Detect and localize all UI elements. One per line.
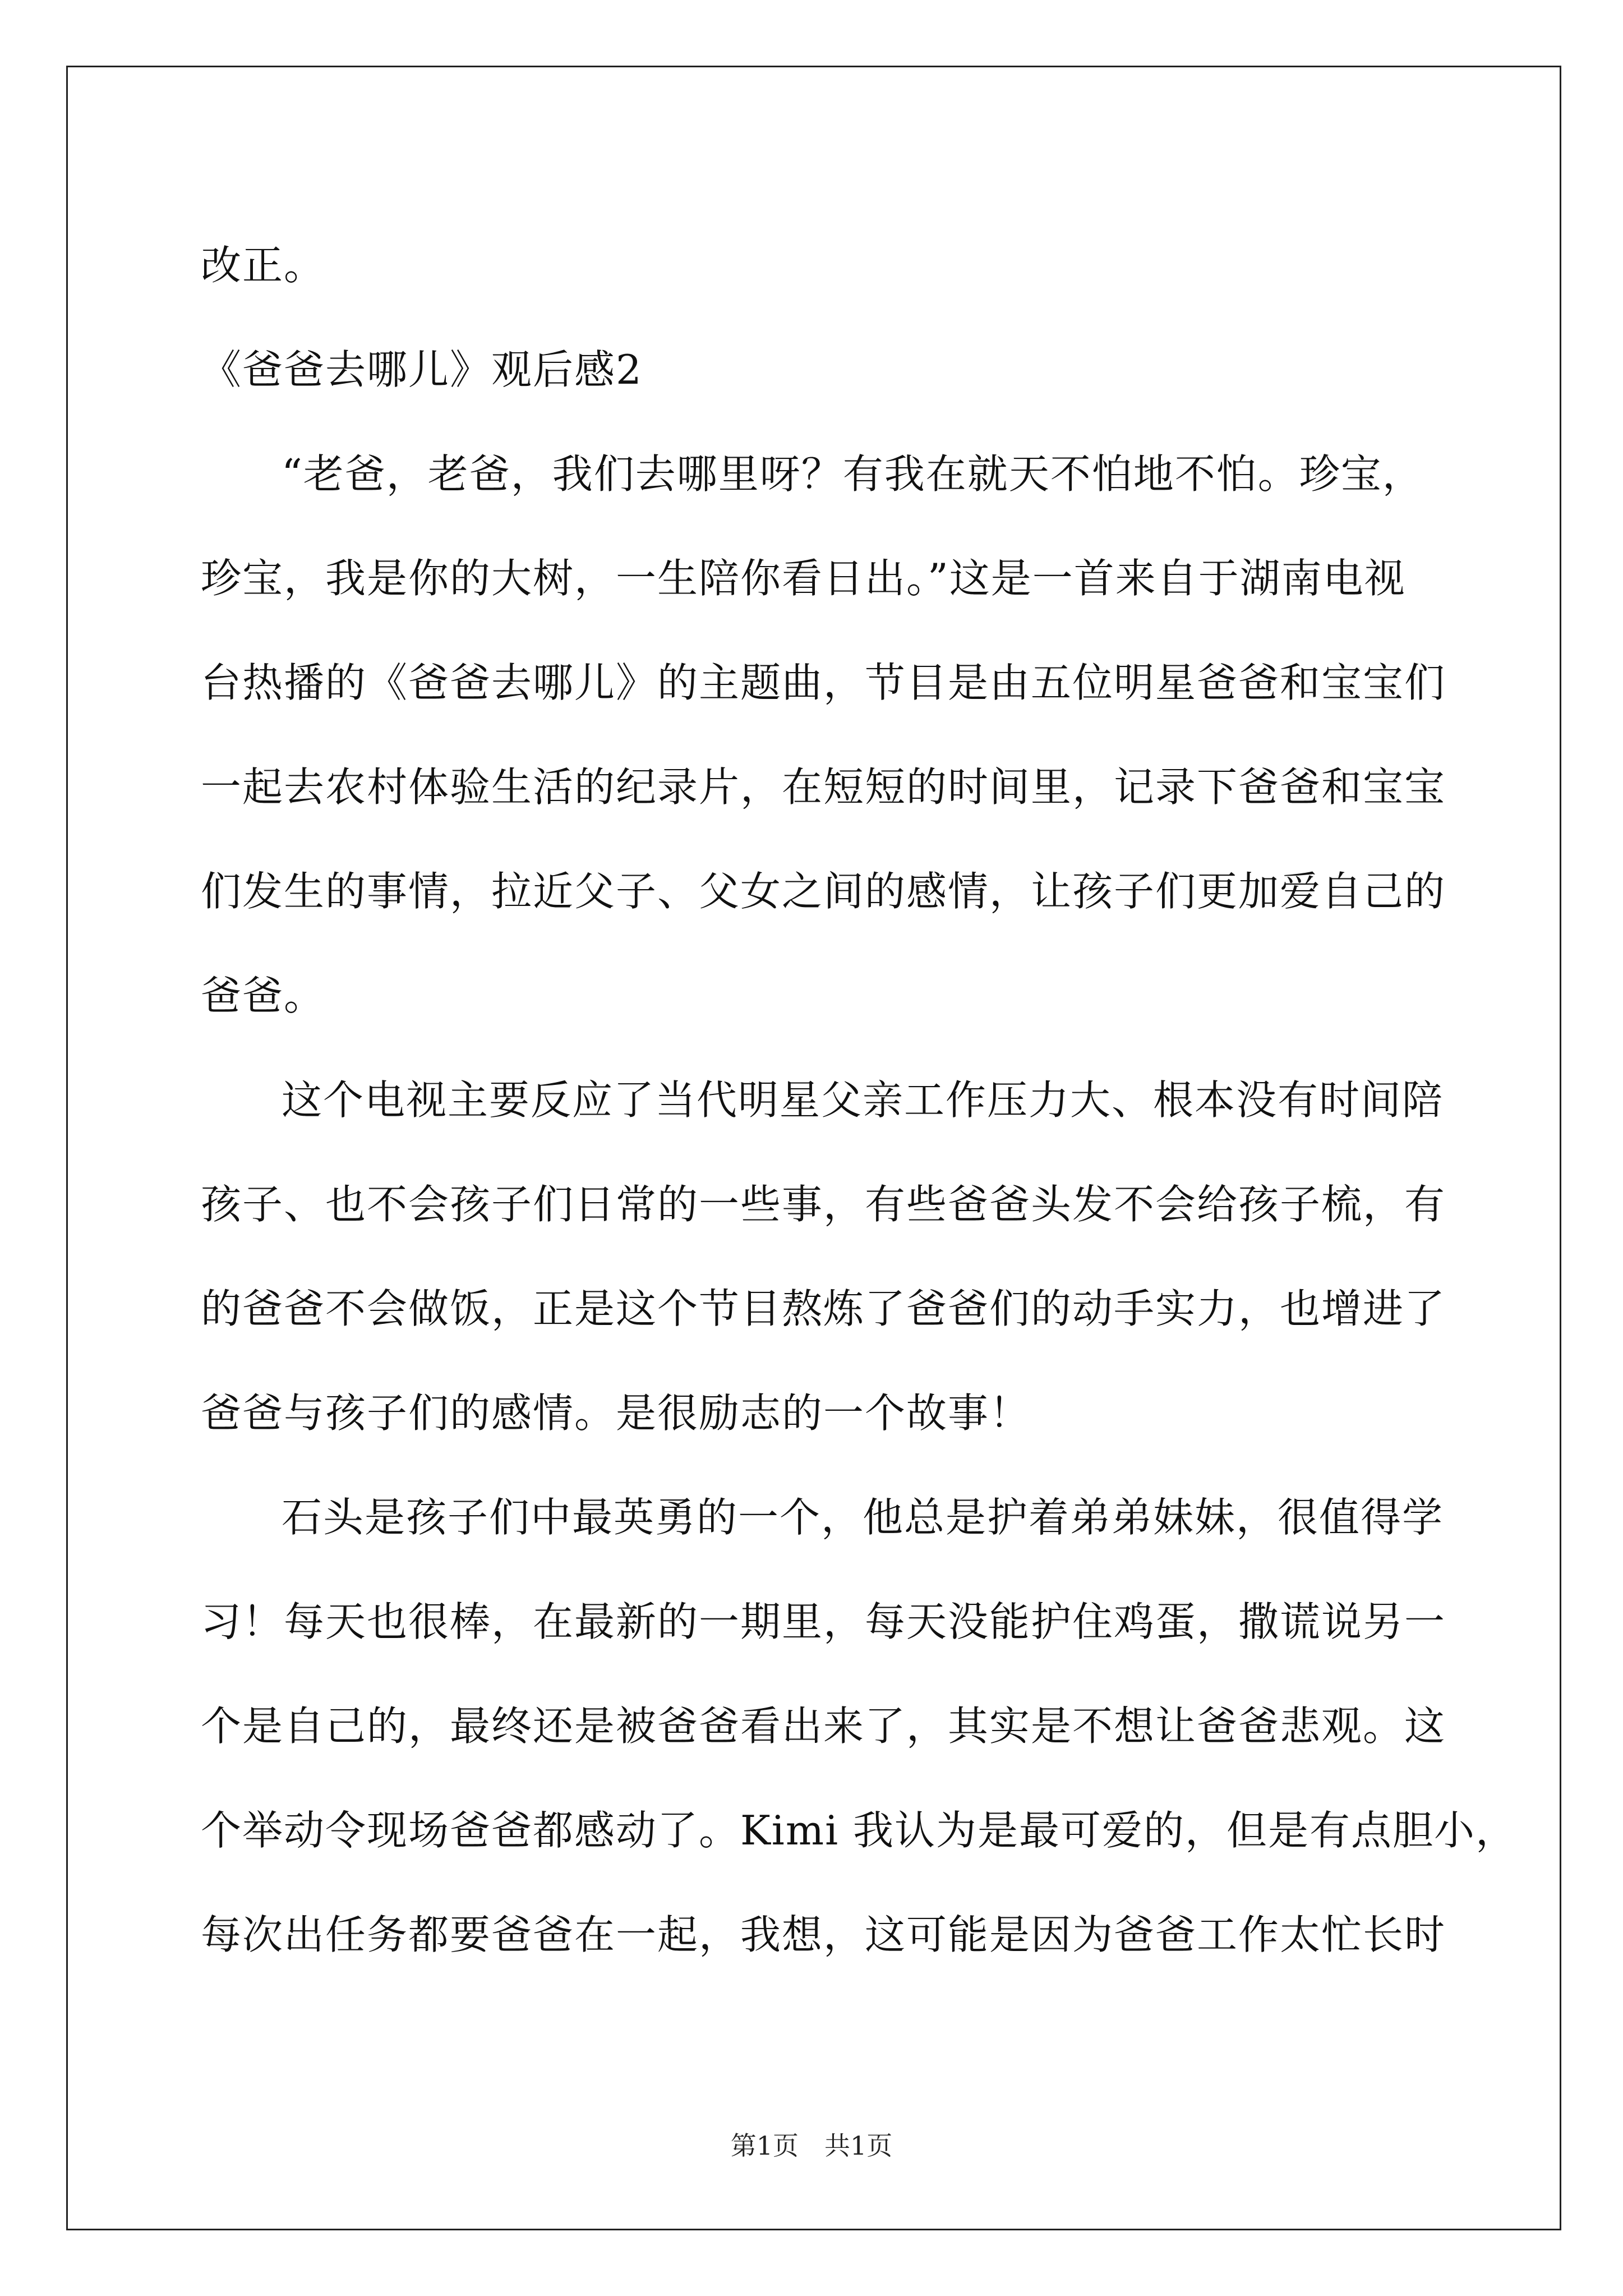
paragraph-2-line: 的爸爸不会做饭，正是这个节目熬炼了爸爸们的动手实力，也增进了 [201,1285,1446,1332]
paragraph-1-line: “老爸，老爸，我们去哪里呀？有我在就天不怕地不怕。珍宝， [282,450,1424,498]
text-line: 改正。 [201,242,326,289]
paragraph-1-line: 台热播的《爸爸去哪儿》的主题曲，节目是由五位明星爸爸和宝宝们 [201,659,1446,706]
paragraph-3-line: 个是自己的，最终还是被爸爸看出来了，其实是不想让爸爸悲观。这 [201,1703,1446,1750]
paragraph-2-line: 这个电视主要反应了当代明星父亲工作压力大、根本没有时间陪 [282,1076,1444,1124]
section-heading: 《爸爸去哪儿》观后感2 [201,346,643,393]
paragraph-3-line: 每次出任务都要爸爸在一起，我想，这可能是因为爸爸工作太忙长时 [201,1911,1446,1958]
paragraph-2-line: 爸爸与孩子们的感情。是很励志的一个故事！ [201,1389,1031,1437]
paragraph-1-line: 们发生的事情，拉近父子、父女之间的感情，让孩子们更加爱自己的 [201,868,1446,915]
page-number-footer: 第1页 共1页 [730,2131,893,2161]
document-body [201,213,1518,1987]
paragraph-3-line: 石头是孩子们中最英勇的一个，他总是护着弟弟妹妹，很值得学 [282,1494,1444,1541]
paragraph-1-line: 珍宝，我是你的大树，一生陪你看日出。”这是一首来自于湖南电视 [201,555,1406,602]
paragraph-3-line: 习！每天也很棒，在最新的一期里，每天没能护住鸡蛋，撒谎说另一 [201,1598,1446,1645]
paragraph-2-line: 孩子、也不会孩子们日常的一些事，有些爸爸头发不会给孩子梳，有 [201,1181,1446,1228]
paragraph-1-line: 一起去农村体验生活的纪录片，在短短的时间里，记录下爸爸和宝宝 [201,763,1446,811]
paragraph-3-line: 个举动令现场爸爸都感动了。Kimi 我认为是最可爱的，但是有点胆小， [201,1807,1518,1854]
paragraph-1-line: 爸爸。 [201,972,326,1019]
